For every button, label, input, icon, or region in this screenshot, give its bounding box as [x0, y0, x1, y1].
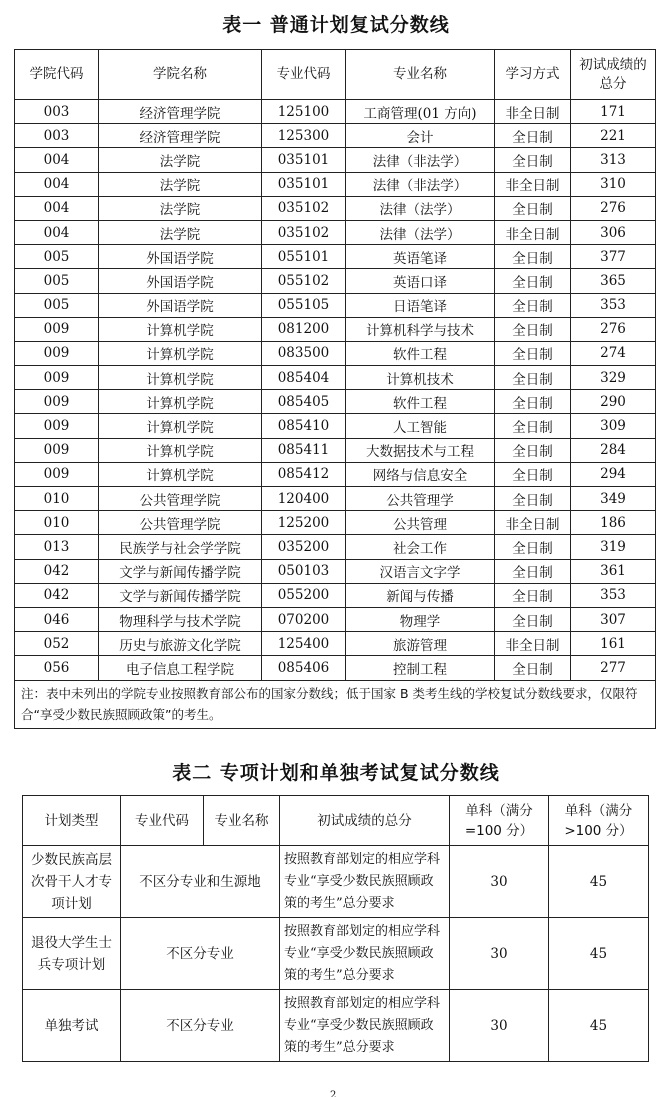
cell-single-over-100: 45: [549, 918, 649, 990]
cell-college-name: 法学院: [99, 148, 262, 172]
cell-college-code: 009: [15, 462, 99, 486]
table-header-row: [23, 796, 649, 846]
cell-college-code: 052: [15, 632, 99, 656]
cell-major-name: 控制工程: [346, 656, 495, 680]
cell-total-score: 361: [571, 559, 656, 583]
header-major-name: 专业名称: [204, 796, 280, 846]
cell-major-name: 公共管理: [346, 511, 495, 535]
cell-total-score: 309: [571, 414, 656, 438]
cell-major-scope: 不区分专业: [121, 918, 280, 990]
header-college-name: 学院名称: [99, 50, 262, 100]
cell-major-name: 计算机技术: [346, 366, 495, 390]
cell-major-name: 日语笔译: [346, 293, 495, 317]
table-note-row: [15, 680, 656, 728]
header-study-mode: 学习方式: [495, 50, 571, 100]
cell-major-code: 035102: [262, 196, 346, 220]
cell-major-scope: 不区分专业和生源地: [121, 846, 280, 918]
cell-total-score: 274: [571, 341, 656, 365]
cell-single-100: 30: [450, 918, 549, 990]
cell-single-100: 30: [450, 846, 549, 918]
cell-major-name: 物理学: [346, 607, 495, 631]
cell-plan-type: 单独考试: [23, 990, 121, 1062]
cell-study-mode: 非全日制: [495, 511, 571, 535]
cell-major-code: 085410: [262, 414, 346, 438]
cell-college-code: 042: [15, 583, 99, 607]
cell-major-name: 法律（非法学）: [346, 172, 495, 196]
cell-college-name: 公共管理学院: [99, 511, 262, 535]
cell-major-code: 050103: [262, 559, 346, 583]
cell-major-code: 125100: [262, 100, 346, 124]
regular-plan-score-table: [14, 49, 656, 729]
table-row: [15, 366, 656, 390]
table-row: [23, 990, 649, 1062]
cell-major-code: 070200: [262, 607, 346, 631]
cell-college-code: 003: [15, 124, 99, 148]
cell-college-name: 经济管理学院: [99, 100, 262, 124]
cell-college-code: 009: [15, 341, 99, 365]
cell-major-code: 055101: [262, 245, 346, 269]
cell-college-name: 计算机学院: [99, 462, 262, 486]
cell-major-name: 法律（法学）: [346, 196, 495, 220]
cell-total-score: 277: [571, 656, 656, 680]
cell-college-name: 计算机学院: [99, 414, 262, 438]
cell-total-score: 161: [571, 632, 656, 656]
header-college-code: 学院代码: [15, 50, 99, 100]
cell-study-mode: 全日制: [495, 124, 571, 148]
cell-study-mode: 全日制: [495, 269, 571, 293]
cell-major-code: 055102: [262, 269, 346, 293]
cell-study-mode: 全日制: [495, 414, 571, 438]
cell-total-score: 353: [571, 583, 656, 607]
cell-major-name: 会计: [346, 124, 495, 148]
table-row: [15, 341, 656, 365]
cell-study-mode: 全日制: [495, 535, 571, 559]
cell-major-scope: 不区分专业: [121, 990, 280, 1062]
cell-total-score: 290: [571, 390, 656, 414]
cell-college-code: 009: [15, 317, 99, 341]
table-row: [15, 438, 656, 462]
cell-total-score: 306: [571, 220, 656, 244]
cell-total-requirement: 按照教育部划定的相应学科专业“享受少数民族照顾政策的考生”总分要求: [280, 918, 450, 990]
table-row: [15, 414, 656, 438]
cell-total-score: 329: [571, 366, 656, 390]
cell-college-name: 民族学与社会学学院: [99, 535, 262, 559]
cell-college-code: 013: [15, 535, 99, 559]
table-row: [15, 100, 656, 124]
cell-major-code: 035200: [262, 535, 346, 559]
table-row: [15, 245, 656, 269]
cell-study-mode: 全日制: [495, 148, 571, 172]
table1-title: 表一 普通计划复试分数线: [222, 14, 450, 36]
cell-plan-type: 少数民族高层次骨干人才专项计划: [23, 846, 121, 918]
table-row: [23, 918, 649, 990]
table-row: [15, 172, 656, 196]
cell-total-score: 221: [571, 124, 656, 148]
cell-study-mode: 全日制: [495, 656, 571, 680]
cell-college-code: 003: [15, 100, 99, 124]
header-single-100: 单科（满分=100 分）: [450, 796, 549, 846]
cell-study-mode: 全日制: [495, 607, 571, 631]
cell-college-code: 009: [15, 414, 99, 438]
table-row: [15, 487, 656, 511]
cell-college-code: 004: [15, 220, 99, 244]
cell-major-code: 125200: [262, 511, 346, 535]
cell-plan-type: 退役大学生士兵专项计划: [23, 918, 121, 990]
cell-major-name: 人工智能: [346, 414, 495, 438]
table-note: 注：表中未列出的学院专业按照教育部公布的国家分数线；低于国家 B 类考生线的学校复试分数线要求，仅限符合“享受少数民族照顾政策”的考生。: [15, 680, 656, 728]
cell-total-score: 276: [571, 196, 656, 220]
cell-major-code: 125400: [262, 632, 346, 656]
cell-study-mode: 全日制: [495, 245, 571, 269]
table-row: [15, 511, 656, 535]
cell-study-mode: 全日制: [495, 438, 571, 462]
cell-single-100: 30: [450, 990, 549, 1062]
cell-major-name: 网络与信息安全: [346, 462, 495, 486]
header-major-code: 专业代码: [262, 50, 346, 100]
cell-total-score: 313: [571, 148, 656, 172]
cell-major-name: 软件工程: [346, 341, 495, 365]
cell-college-code: 004: [15, 196, 99, 220]
table-row: [15, 293, 656, 317]
cell-study-mode: 全日制: [495, 462, 571, 486]
header-plan-type: 计划类型: [23, 796, 121, 846]
cell-college-name: 历史与旅游文化学院: [99, 632, 262, 656]
cell-major-code: 085404: [262, 366, 346, 390]
cell-college-code: 042: [15, 559, 99, 583]
cell-college-code: 009: [15, 366, 99, 390]
cell-major-code: 120400: [262, 487, 346, 511]
table-row: [15, 124, 656, 148]
cell-study-mode: 全日制: [495, 583, 571, 607]
cell-major-code: 083500: [262, 341, 346, 365]
cell-major-name: 社会工作: [346, 535, 495, 559]
cell-major-code: 055105: [262, 293, 346, 317]
cell-major-code: 085406: [262, 656, 346, 680]
cell-college-code: 004: [15, 172, 99, 196]
table-row: [15, 583, 656, 607]
cell-college-code: 009: [15, 438, 99, 462]
table-row: [15, 607, 656, 631]
cell-major-code: 035102: [262, 220, 346, 244]
cell-total-score: 171: [571, 100, 656, 124]
cell-major-code: 035101: [262, 172, 346, 196]
cell-major-name: 英语口译: [346, 269, 495, 293]
cell-college-name: 文学与新闻传播学院: [99, 583, 262, 607]
cell-college-code: 004: [15, 148, 99, 172]
cell-total-score: 377: [571, 245, 656, 269]
cell-study-mode: 全日制: [495, 317, 571, 341]
cell-major-name: 新闻与传播: [346, 583, 495, 607]
cell-major-code: 035101: [262, 148, 346, 172]
table-header-row: [15, 50, 656, 100]
cell-college-code: 005: [15, 293, 99, 317]
cell-total-score: 310: [571, 172, 656, 196]
table-row: [15, 632, 656, 656]
cell-study-mode: 全日制: [495, 293, 571, 317]
cell-college-name: 法学院: [99, 172, 262, 196]
cell-major-name: 法律（非法学）: [346, 148, 495, 172]
cell-college-name: 经济管理学院: [99, 124, 262, 148]
cell-study-mode: 全日制: [495, 196, 571, 220]
cell-major-name: 法律（法学）: [346, 220, 495, 244]
header-major-code: 专业代码: [121, 796, 204, 846]
cell-total-requirement: 按照教育部划定的相应学科专业“享受少数民族照顾政策的考生”总分要求: [280, 990, 450, 1062]
cell-study-mode: 全日制: [495, 341, 571, 365]
cell-major-name: 软件工程: [346, 390, 495, 414]
cell-college-name: 外国语学院: [99, 245, 262, 269]
cell-major-name: 公共管理学: [346, 487, 495, 511]
cell-major-name: 计算机科学与技术: [346, 317, 495, 341]
cell-major-name: 旅游管理: [346, 632, 495, 656]
cell-total-score: 353: [571, 293, 656, 317]
cell-study-mode: 非全日制: [495, 220, 571, 244]
table-row: [15, 559, 656, 583]
cell-study-mode: 全日制: [495, 559, 571, 583]
cell-major-code: 125300: [262, 124, 346, 148]
table-row: [15, 535, 656, 559]
cell-major-code: 081200: [262, 317, 346, 341]
cell-college-name: 公共管理学院: [99, 487, 262, 511]
cell-major-code: 085411: [262, 438, 346, 462]
cell-college-name: 计算机学院: [99, 438, 262, 462]
cell-college-code: 005: [15, 245, 99, 269]
page-number: 2: [330, 1090, 337, 1097]
cell-major-name: 大数据技术与工程: [346, 438, 495, 462]
cell-major-name: 工商管理(01 方向): [346, 100, 495, 124]
cell-college-code: 009: [15, 390, 99, 414]
header-single-over-100: 单科（满分>100 分）: [549, 796, 649, 846]
cell-college-name: 外国语学院: [99, 269, 262, 293]
cell-total-score: 284: [571, 438, 656, 462]
cell-total-score: 294: [571, 462, 656, 486]
special-plan-score-table: [22, 795, 649, 1062]
cell-college-name: 法学院: [99, 196, 262, 220]
cell-college-code: 010: [15, 487, 99, 511]
cell-study-mode: 非全日制: [495, 172, 571, 196]
cell-major-name: 英语笔译: [346, 245, 495, 269]
table-row: [23, 846, 649, 918]
cell-major-name: 汉语言文字学: [346, 559, 495, 583]
cell-study-mode: 全日制: [495, 366, 571, 390]
cell-total-score: 319: [571, 535, 656, 559]
cell-total-score: 186: [571, 511, 656, 535]
table-row: [15, 196, 656, 220]
cell-college-name: 电子信息工程学院: [99, 656, 262, 680]
cell-college-name: 计算机学院: [99, 317, 262, 341]
cell-total-score: 349: [571, 487, 656, 511]
cell-major-code: 085412: [262, 462, 346, 486]
cell-total-score: 276: [571, 317, 656, 341]
cell-college-name: 计算机学院: [99, 366, 262, 390]
cell-college-name: 文学与新闻传播学院: [99, 559, 262, 583]
cell-study-mode: 非全日制: [495, 632, 571, 656]
table-row: [15, 269, 656, 293]
table-row: [15, 220, 656, 244]
cell-study-mode: 全日制: [495, 390, 571, 414]
table-row: [15, 317, 656, 341]
cell-major-code: 055200: [262, 583, 346, 607]
table-row: [15, 148, 656, 172]
cell-college-code: 056: [15, 656, 99, 680]
cell-total-requirement: 按照教育部划定的相应学科专业“享受少数民族照顾政策的考生”总分要求: [280, 846, 450, 918]
cell-major-code: 085405: [262, 390, 346, 414]
cell-college-name: 计算机学院: [99, 390, 262, 414]
cell-college-code: 010: [15, 511, 99, 535]
cell-college-name: 物理科学与技术学院: [99, 607, 262, 631]
table2-title: 表二 专项计划和单独考试复试分数线: [172, 762, 500, 784]
cell-college-code: 005: [15, 269, 99, 293]
cell-total-score: 307: [571, 607, 656, 631]
table-row: [15, 462, 656, 486]
header-major-name: 专业名称: [346, 50, 495, 100]
cell-college-name: 法学院: [99, 220, 262, 244]
cell-college-name: 外国语学院: [99, 293, 262, 317]
cell-college-name: 计算机学院: [99, 341, 262, 365]
header-total-score: 初试成绩的总分: [280, 796, 450, 846]
header-total-score: 初试成绩的总分: [571, 50, 656, 100]
table-row: [15, 656, 656, 680]
cell-study-mode: 非全日制: [495, 100, 571, 124]
cell-college-code: 046: [15, 607, 99, 631]
cell-study-mode: 全日制: [495, 487, 571, 511]
cell-single-over-100: 45: [549, 846, 649, 918]
cell-single-over-100: 45: [549, 990, 649, 1062]
table-row: [15, 390, 656, 414]
cell-total-score: 365: [571, 269, 656, 293]
